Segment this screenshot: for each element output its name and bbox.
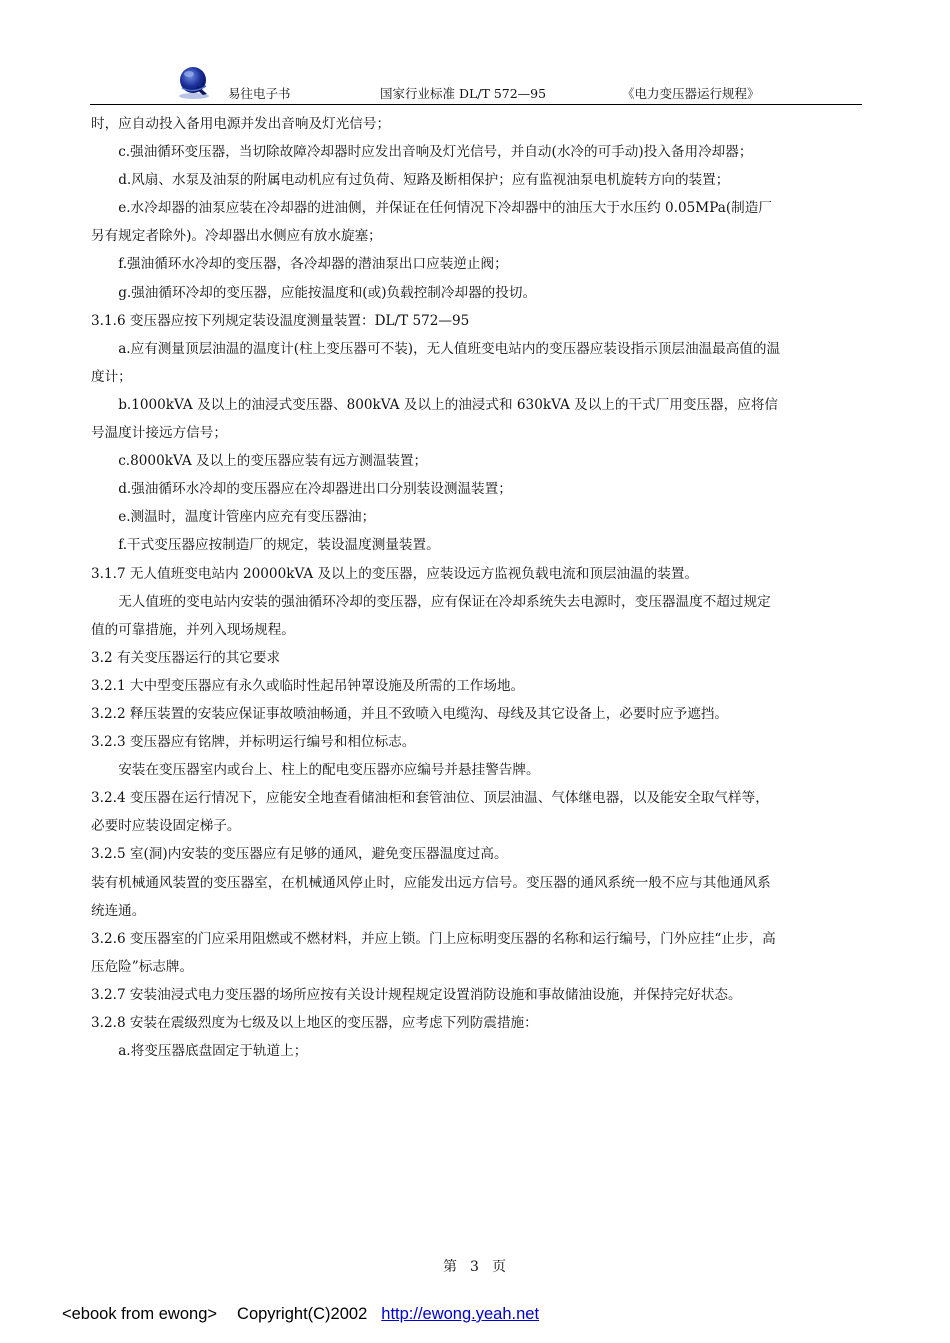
paragraph: f.干式变压器应按制造厂的规定，装设温度测量装置。	[118, 537, 440, 554]
paragraph: c.8000kVA 及以上的变压器应装有远方测温装置；	[118, 453, 428, 470]
paragraph: 3.2.8 安装在震级烈度为七级及以上地区的变压器，应考虑下列防震措施：	[91, 1015, 538, 1031]
paragraph: b.1000kVA 及以上的油浸式变压器、800kVA 及以上的油浸式和 630kVA 及以上的干式厂用变压器，应将信号温度计接远方信号；	[91, 396, 779, 442]
paragraph: 时，应自动投入备用电源并发出音响及灯光信号；	[91, 116, 391, 132]
header-standard: 国家行业标准 DL/T 572—95	[380, 86, 547, 101]
paragraph: 装有机械通风装置的变压器室，在机械通风停止时，应能发出远方信号。变压器的通风系统一般不应与其他通风系统连通。	[91, 874, 771, 919]
paragraph: 3.2.4 变压器在运行情况下，应能安全地查看储油柜和套管油位、顶层油温、气体继电器，以及能安全取气样等，必要时应装设固定梯子。	[91, 790, 769, 835]
page-suffix: 页	[491, 1259, 507, 1275]
page-number	[0, 1256, 950, 1276]
footer-source: <ebook from ewong>	[62, 1305, 218, 1323]
paragraph: 3.2.1 大中型变压器应有永久或临时性起吊钟罩设施及所需的工作场地。	[91, 677, 525, 694]
paragraph: 3.2 有关变压器运行的其它要求	[91, 649, 281, 666]
paragraph: 无人值班的变电站内安装的强油循环冷却的变压器，应有保证在冷却系统失去电源时，变压器温度不超过规定值的可靠措施，并列入现场规程。	[91, 593, 771, 638]
paragraph: a.将变压器底盘固定于轨道上；	[118, 1043, 308, 1060]
footer-url-link[interactable]: http://ewong.yeah.net	[381, 1305, 540, 1323]
paragraph: c.强油循环变压器，当切除故障冷却器时应发出音响及灯光信号，并自动(水冷的可手动)投入备用冷却器；	[118, 144, 753, 161]
page-number-value: 3	[470, 1259, 480, 1275]
paragraph: d.风扇、水泵及油泵的附属电动机应有过负荷、短路及断相保护；应有监视油泵电机旋转方向的装置；	[118, 172, 730, 189]
page-prefix: 第	[443, 1259, 459, 1275]
paragraph: 3.2.5 室(洞)内安装的变压器应有足够的通风，避免变压器温度过高。	[91, 846, 508, 863]
page-footer	[62, 1305, 539, 1324]
globe-q-logo-icon	[176, 64, 212, 100]
paragraph: d.强油循环水冷却的变压器应在冷却器进出口分别装设测温装置；	[118, 481, 512, 498]
header-book-title: 《电力变压器运行规程》	[622, 86, 760, 101]
paragraph: g.强油循环冷却的变压器，应能按温度和(或)负载控制冷却器的投切。	[118, 284, 537, 301]
paragraph: e.测温时，温度计管座内应充有变压器油；	[118, 509, 376, 526]
paragraph: 3.2.3 变压器应有铭牌，并标明运行编号和相位标志。	[91, 734, 416, 751]
paragraph: e.水冷却器的油泵应装在冷却器的进油侧，并保证在任何情况下冷却器中的油压大于水压约 0.05MPa(制造厂另有规定者除外)。冷却器出水侧应有放水旋塞；	[91, 200, 772, 245]
page-header	[90, 64, 862, 105]
paragraph: 3.2.6 变压器室的门应采用阻燃或不燃材料，并应上锁。门上应标明变压器的名称和运行编号，门外应挂“止步，高压危险”标志牌。	[91, 930, 776, 975]
paragraph: f.强油循环水冷却的变压器，各冷却器的潜油泵出口应装逆止阀；	[118, 256, 508, 273]
paragraph: 安装在变压器室内或台上、柱上的配电变压器亦应编号并悬挂警告牌。	[118, 762, 540, 779]
header-publisher: 易往电子书	[228, 86, 291, 101]
footer-copyright: Copyright(C)2002	[237, 1305, 368, 1323]
paragraph: 3.1.7 无人值班变电站内 20000kVA 及以上的变压器，应装设远方监视负载电流和顶层油温的装置。	[91, 565, 699, 582]
paragraph: 3.2.7 安装油浸式电力变压器的场所应按有关设计规程规定设置消防设施和事故储油设施，并保持完好状态。	[91, 986, 742, 1003]
paragraph: a.应有测量顶层油温的温度计(柱上变压器可不装)，无人值班变电站内的变压器应装设指示顶层油温最高值的温度计；	[91, 340, 781, 385]
document-body	[91, 110, 781, 1065]
paragraph: 3.1.6 变压器应按下列规定装设温度测量装置：DL/T 572—95	[91, 312, 470, 329]
paragraph: 3.2.2 释压装置的安装应保证事故喷油畅通，并且不致喷入电缆沟、母线及其它设备上，必要时应予遮挡。	[91, 705, 729, 722]
